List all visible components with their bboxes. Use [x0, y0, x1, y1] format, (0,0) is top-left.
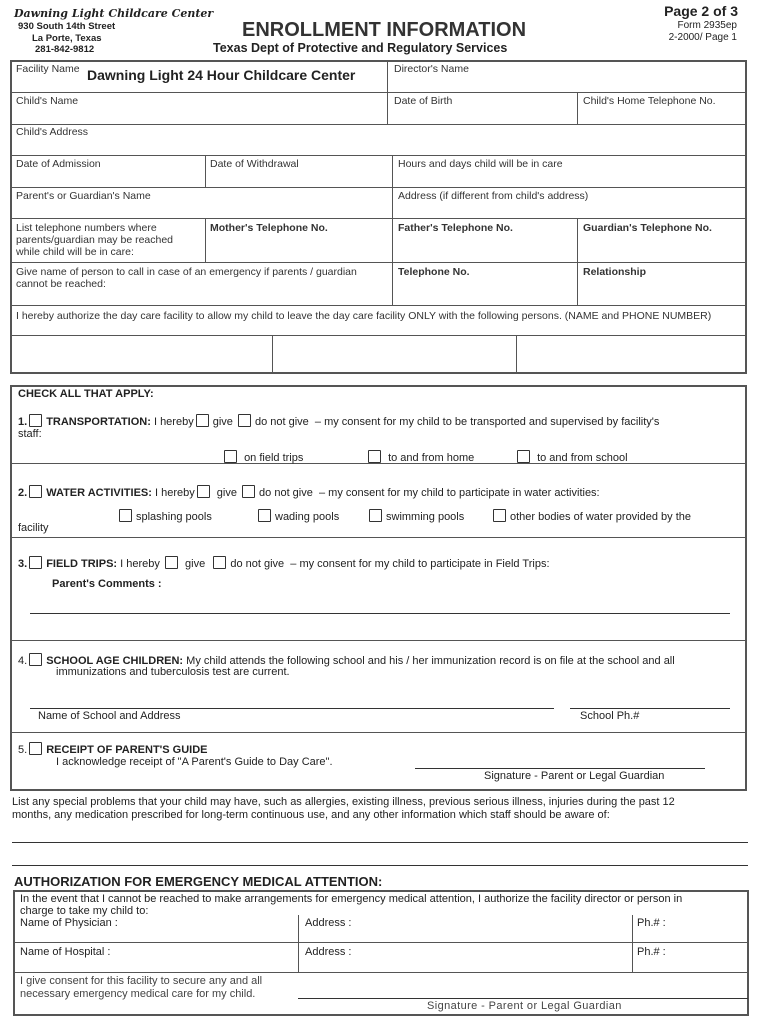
option-swimming[interactable]: swimming pools	[367, 509, 464, 524]
emergency-phone-label: Telephone No.	[398, 266, 470, 278]
special-line-1[interactable]	[12, 842, 748, 843]
special-problems-text-2: months, any medication prescribed for long-term continuous use, and any other information which staff should be aware of:	[12, 809, 610, 821]
center-phone: 281-842-9812	[35, 44, 95, 55]
transport-not-give-checkbox[interactable]	[238, 414, 251, 427]
school-row: 4. SCHOOL AGE CHILDREN: My child attends the following school and his / her immunization record is on file at the school and all	[18, 655, 675, 667]
agency-name: Texas Dept of Protective and Regulatory Services	[213, 41, 508, 55]
immunization-text: immunizations and tuberculosis test are current.	[56, 666, 290, 678]
option-other-water[interactable]: other bodies of water provided by the	[491, 509, 691, 524]
enrollment-box	[10, 60, 747, 374]
school-name-label: Name of School and Address	[38, 710, 181, 722]
guide-text: I acknowledge receipt of "A Parent's Guide to Day Care".	[56, 756, 333, 768]
medical-heading: AUTHORIZATION FOR EMERGENCY MEDICAL ATTENTION:	[14, 874, 383, 889]
school-checkbox[interactable]	[29, 653, 42, 666]
emergency-contact-label: Give name of person to call in case of an emergency if parents / guardian cannot be reached:	[16, 266, 357, 290]
guide-row: 5. RECEIPT OF PARENT'S GUIDE	[18, 744, 208, 756]
admission-label: Date of Admission	[16, 158, 101, 170]
parent-name-label: Parent's or Guardian's Name	[16, 190, 151, 202]
director-label: Director's Name	[394, 63, 469, 75]
field-trips-row: 3. FIELD TRIPS: I hereby give do not give – my consent for my child to participate in Field Trips:	[18, 558, 550, 570]
water-row: 2. WATER ACTIVITIES: I hereby give do not give – my consent for my child to participate in water activities:	[18, 487, 600, 499]
medical-signature-line[interactable]	[298, 998, 748, 999]
water-give-checkbox[interactable]	[197, 485, 210, 498]
school-phone-line[interactable]	[570, 708, 730, 709]
consent-text-2: necessary emergency medical care for my child.	[20, 988, 256, 1000]
hours-label: Hours and days child will be in care	[398, 158, 563, 170]
page-number: Page 2 of 3	[664, 3, 738, 19]
school-phone-label: School Ph.#	[580, 710, 640, 722]
relationship-label: Relationship	[583, 266, 647, 278]
option-wading[interactable]: wading pools	[256, 509, 339, 524]
guide-signature-line[interactable]	[415, 768, 705, 769]
center-street: 930 South 14th Street	[18, 21, 116, 32]
school-line[interactable]	[30, 708, 554, 709]
field-not-give-checkbox[interactable]	[213, 556, 226, 569]
water-checkbox[interactable]	[29, 485, 42, 498]
facility-name-label: Facility Name	[16, 63, 80, 75]
child-name-label: Child's Name	[16, 95, 79, 107]
physician-label: Name of Physician :	[20, 917, 118, 929]
parent-address-label: Address (if different from child's address)	[398, 190, 589, 202]
water-not-give-checkbox[interactable]	[242, 485, 255, 498]
guardian-phone-label: Guardian's Telephone No.	[583, 222, 712, 234]
mother-phone-label: Mother's Telephone No.	[210, 222, 328, 234]
water-facility-text: facility	[18, 522, 49, 534]
option-field-trips[interactable]: on field trips	[222, 450, 303, 465]
transport-staff-text: staff:	[18, 428, 42, 440]
parents-comments-label: Parent's Comments :	[52, 578, 162, 590]
facility-name-value[interactable]: Dawning Light 24 Hour Childcare Center	[87, 67, 356, 83]
transport-give-checkbox[interactable]	[196, 414, 209, 427]
medical-intro: In the event that I cannot be reached to make arrangements for emergency medical attention, I authorize the facility director or person in	[20, 893, 683, 905]
dob-label: Date of Birth	[394, 95, 453, 107]
comments-line[interactable]	[30, 613, 730, 614]
withdrawal-label: Date of Withdrawal	[210, 158, 299, 170]
child-address-label: Child's Address	[16, 126, 89, 138]
center-city: La Porte, Texas	[32, 33, 102, 44]
transportation-checkbox[interactable]	[29, 414, 42, 427]
option-school[interactable]: to and from school	[515, 450, 628, 465]
special-line-2[interactable]	[12, 865, 748, 866]
hospital-address-label: Address :	[305, 946, 352, 958]
form-number: Form 2935ep	[677, 20, 737, 31]
medical-intro-2: charge to take my child to:	[20, 905, 149, 917]
page-title: ENROLLMENT INFORMATION	[242, 19, 527, 41]
field-trips-checkbox[interactable]	[29, 556, 42, 569]
transportation-row: 1. TRANSPORTATION: I hereby give do not give – my consent for my child to be transported and supervised by facility's	[18, 416, 660, 428]
form-revision: 2-2000/ Page 1	[668, 32, 737, 43]
option-home[interactable]: to and from home	[366, 450, 474, 465]
consent-text: I give consent for this facility to secure any and all	[20, 975, 263, 987]
medical-signature-label: Signature - Parent or Legal Guardian	[427, 1000, 622, 1012]
option-splashing[interactable]: splashing pools	[117, 509, 212, 524]
guide-signature-label: Signature - Parent or Legal Guardian	[484, 770, 665, 782]
center-logo-name: Dawning Light Childcare Center	[14, 7, 214, 20]
physician-address-label: Address :	[305, 917, 352, 929]
special-problems-text: List any special problems that your child may have, such as allergies, existing illness, previous serious illness, injuries during the past 12	[12, 796, 675, 808]
hospital-label: Name of Hospital :	[20, 946, 111, 958]
field-give-checkbox[interactable]	[165, 556, 178, 569]
guide-checkbox[interactable]	[29, 742, 42, 755]
hospital-phone-label: Ph.# :	[637, 946, 666, 958]
authorized-persons-label: I hereby authorize the day care facility to allow my child to leave the day care facility ONLY with the following persons. (NAME and PHONE NUMBER)	[16, 310, 712, 322]
physician-phone-label: Ph.# :	[637, 917, 666, 929]
check-all-heading: CHECK ALL THAT APPLY:	[18, 388, 154, 400]
father-phone-label: Father's Telephone No.	[398, 222, 513, 234]
home-phone-label: Child's Home Telephone No.	[583, 95, 716, 107]
phones-label: List telephone numbers where parents/guardian may be reached while child will be in care:	[16, 222, 174, 258]
